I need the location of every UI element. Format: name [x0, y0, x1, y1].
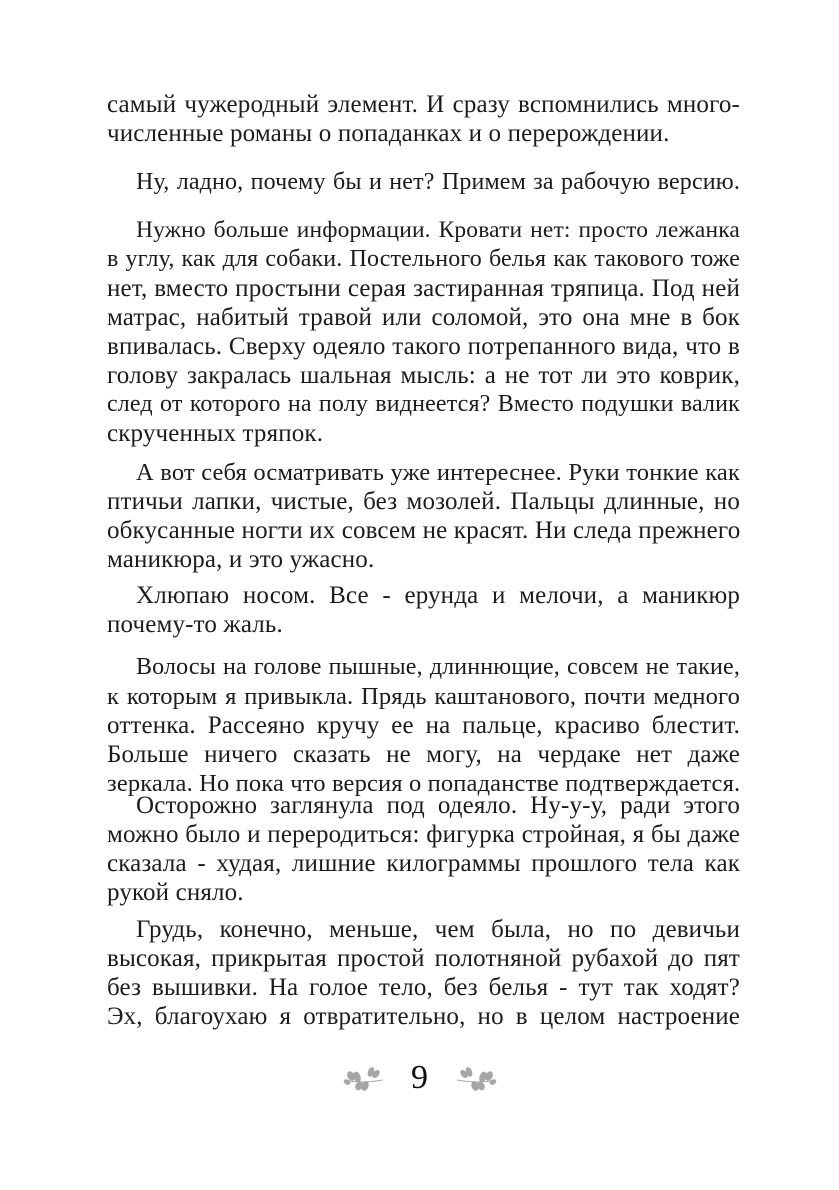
text-line: самый чужеродный элемент. И сразу вспомнились много- — [107, 91, 740, 118]
text-line: численные романы о попаданках и о перерождении. — [107, 120, 670, 147]
text-line: Эх, благоухаю я отвратительно, но в целом настроение — [107, 1003, 740, 1030]
text-line: рукой сняло. — [107, 879, 244, 906]
text-line: матрас, набитый травой или соломой, это она мне в бок — [107, 304, 740, 331]
text-line: Хлюпаю носом. Все - ерунда и мелочи, а маникюр — [136, 582, 740, 609]
text-line: голову закралась шальная мысль: а не тот ли это коврик, — [107, 362, 740, 389]
text-line: сказала - худая, лишние килограммы прошлого тела как — [107, 850, 740, 877]
text-line: без вышивки. На голое тело, без белья - тут так ходят? — [107, 974, 740, 1001]
text-line: Волосы на голове пышные, длиннющие, совсем не такие, — [136, 654, 740, 680]
text-line: к которым я привыкла. Прядь каштанового, почти медного — [107, 683, 740, 710]
text-line: можно было и переродиться: фигурка стройная, я бы даже — [107, 821, 740, 848]
leaf-sprig-icon — [453, 1064, 499, 1092]
text-line: зеркала. Но пока что версия о попаданстве подтверждается. — [107, 770, 741, 797]
text-line: А вот себя осматривать уже интереснее. Руки тонкие как — [136, 459, 740, 486]
text-line: Грудь, конечно, меньше, чем была, но по девичьи — [136, 916, 740, 943]
text-line: птичьи лапки, чистые, без мозолей. Пальцы длинные, но — [107, 488, 740, 515]
page-number: 9 — [411, 1059, 428, 1096]
text-line: обкусанные ногти их совсем не красят. Ни следа прежнего — [107, 517, 741, 544]
text-line: маникюра, и это ужасно. — [107, 546, 375, 573]
text-line: скрученных тряпок. — [107, 420, 324, 447]
text-line: Осторожно заглянула под одеяло. Ну-у-у, ради этого — [136, 792, 740, 819]
text-line: впивалась. Сверху одеяло такого потрепанного вида, что в — [107, 333, 740, 360]
text-line: след от которого на полу виднеется? Вместо подушки валик — [107, 391, 740, 417]
text-line: Ну, ладно, почему бы и нет? Примем за рабочую версию. — [136, 169, 740, 195]
text-line: в углу, как для собаки. Постельного белья как такового тоже — [107, 246, 740, 272]
text-line: оттенка. Рассеяно кручу ее на пальце, красиво блестит. — [107, 712, 740, 739]
leaf-sprig-icon — [341, 1064, 387, 1092]
text-line: нет, вместо простыни серая застиранная тряпица. Под ней — [107, 275, 740, 302]
page-footer — [0, 1058, 839, 1098]
text-line: Нужно больше информации. Кровати нет: просто лежанка — [136, 217, 740, 243]
text-line: высокая, прикрытая простой полотняной рубахой до пят — [107, 945, 740, 972]
text-line: почему-то жаль. — [107, 611, 283, 638]
text-line: Больше ничего сказать не могу, на чердаке нет даже — [107, 741, 740, 768]
